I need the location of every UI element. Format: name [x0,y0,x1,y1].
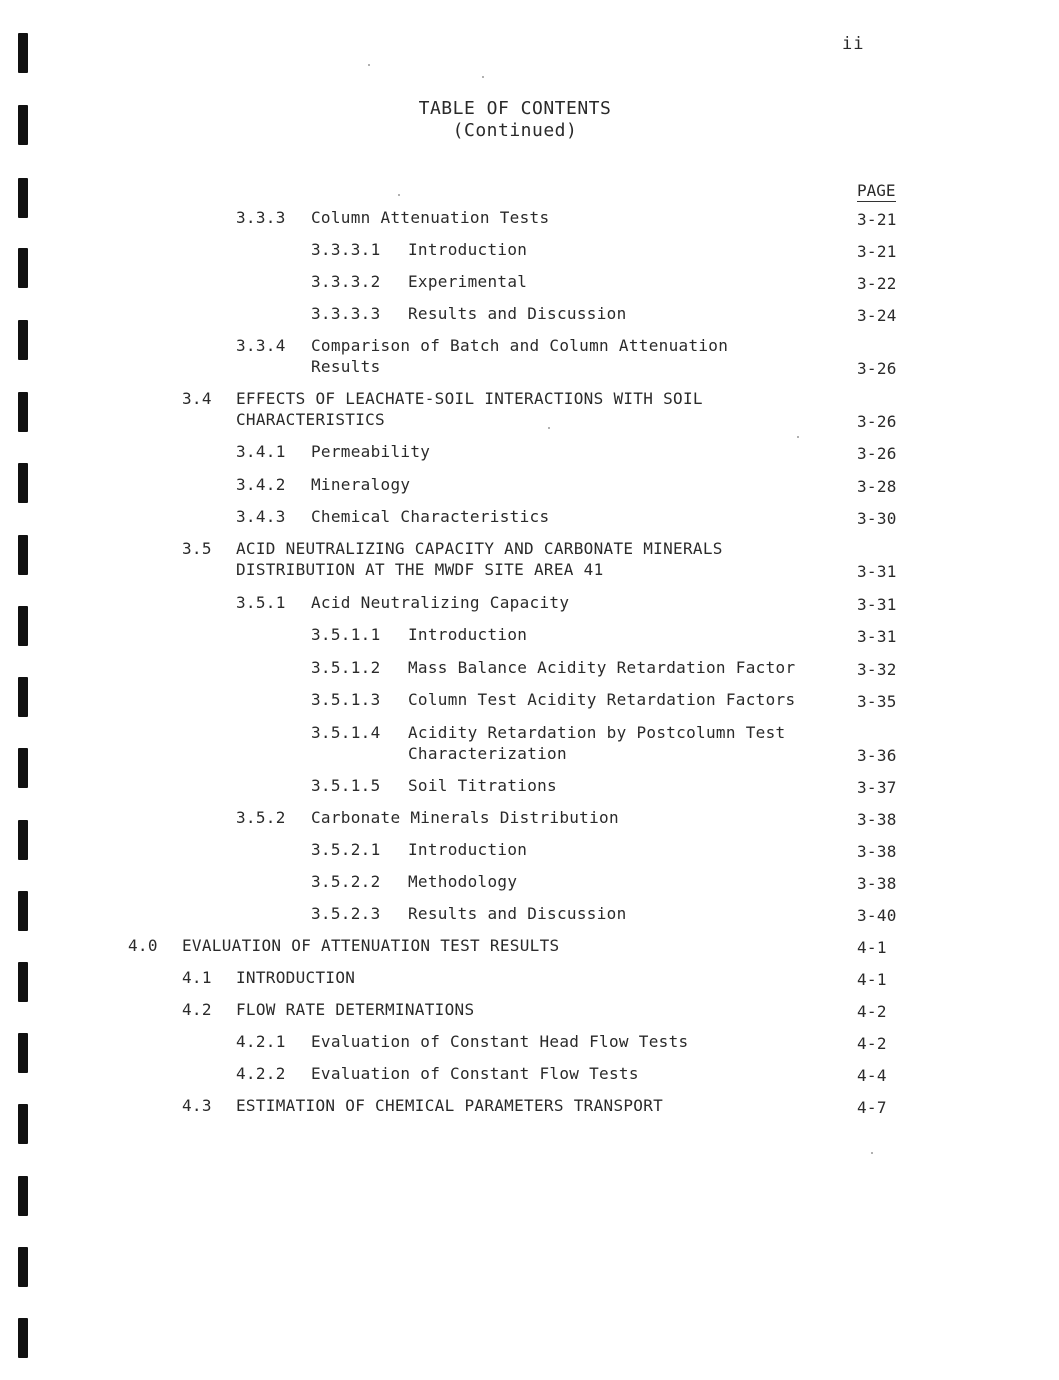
toc-entry-title: Comparison of Batch and Column Attenuation [311,336,729,355]
toc-entry-title: Results and Discussion [408,304,627,323]
toc-entry-page: 3-31 [857,627,897,646]
toc-entry-title: Column Test Acidity Retardation Factors [408,690,796,709]
binder-hole-mark [18,1318,28,1358]
toc-entry-number: 3.5.2.1 [311,840,381,859]
toc-entry-number: 3.5.1.1 [311,625,381,644]
toc-entry-title: EFFECTS OF LEACHATE-SOIL INTERACTIONS WITH SOIL [236,389,703,408]
scan-speck [482,76,484,78]
toc-entry-page: 3-38 [857,874,897,893]
toc-entry-page: 3-38 [857,842,897,861]
binder-hole-mark [18,535,28,575]
binder-hole-mark [18,178,28,218]
binder-hole-mark [18,748,28,788]
toc-entry-number: 4.3 [182,1096,212,1115]
toc-entry-title: Column Attenuation Tests [311,208,550,227]
toc-entry-title: Acidity Retardation by Postcolumn Test [408,723,786,742]
toc-entry-number: 3.5 [182,539,212,558]
binder-hole-mark [18,392,28,432]
scan-speck [398,194,400,196]
toc-entry-title: Acid Neutralizing Capacity [311,593,570,612]
toc-entry-title-continued: CHARACTERISTICS [236,410,385,429]
toc-entry-title: Results and Discussion [408,904,627,923]
toc-entry-number: 3.5.1.2 [311,658,381,677]
toc-entry-number: 4.1 [182,968,212,987]
toc-entry-number: 3.3.3 [236,208,286,227]
binder-hole-mark [18,1033,28,1073]
toc-entry-title: Introduction [408,625,528,644]
scan-speck [797,436,799,438]
binder-hole-mark [18,962,28,1002]
toc-entry-number: 3.5.2.3 [311,904,381,923]
scan-speck [871,1152,873,1154]
toc-entry-page: 4-2 [857,1034,887,1053]
binder-hole-mark [18,320,28,360]
toc-entry-title: Methodology [408,872,518,891]
binder-hole-mark [18,33,28,73]
toc-entry-number: 4.2.2 [236,1064,286,1083]
toc-entry-number: 3.5.1.3 [311,690,381,709]
toc-entry-number: 3.5.2.2 [311,872,381,891]
binder-hole-mark [18,677,28,717]
toc-entry-number: 3.3.3.1 [311,240,381,259]
binder-hole-mark [18,606,28,646]
toc-entry-title: ESTIMATION OF CHEMICAL PARAMETERS TRANSPORT [236,1096,664,1115]
toc-entry-page: 4-1 [857,938,887,957]
toc-entry-page: 3-24 [857,306,897,325]
toc-entry-number: 3.5.2 [236,808,286,827]
toc-entry-page: 3-21 [857,242,897,261]
binder-hole-mark [18,1247,28,1287]
binder-hole-mark [18,891,28,931]
toc-entry-number: 3.4.1 [236,442,286,461]
toc-entry-page: 4-7 [857,1098,887,1117]
toc-entry-page: 3-28 [857,477,897,496]
toc-entry-title: Evaluation of Constant Flow Tests [311,1064,639,1083]
toc-entry-page: 3-26 [857,359,897,378]
binder-hole-mark [18,1104,28,1144]
toc-entry-page: 3-21 [857,210,897,229]
toc-entry-title-continued: DISTRIBUTION AT THE MWDF SITE AREA 41 [236,560,604,579]
page-title: TABLE OF CONTENTS [418,98,612,119]
toc-entry-number: 3.4.2 [236,475,286,494]
toc-entry-number: 3.3.3.3 [311,304,381,323]
page-number: ii [842,34,865,54]
toc-entry-page: 3-38 [857,810,897,829]
toc-entry-number: 3.5.1.4 [311,723,381,742]
toc-entry-number: 3.4 [182,389,212,408]
scan-speck [548,427,550,429]
toc-entry-title: Introduction [408,840,528,859]
toc-entry-number: 3.3.3.2 [311,272,381,291]
binder-hole-mark [18,820,28,860]
toc-entry-page: 4-1 [857,970,887,989]
toc-entry-number: 3.5.1 [236,593,286,612]
toc-entry-title: Chemical Characteristics [311,507,550,526]
scan-speck [368,64,370,66]
toc-entry-number: 4.0 [128,936,158,955]
toc-entry-page: 3-31 [857,595,897,614]
toc-entry-title: Mineralogy [311,475,411,494]
toc-entry-title: FLOW RATE DETERMINATIONS [236,1000,475,1019]
toc-entry-title-continued: Results [311,357,381,376]
toc-entry-page: 3-22 [857,274,897,293]
toc-entry-page: 3-32 [857,660,897,679]
toc-entry-title: INTRODUCTION [236,968,356,987]
toc-entry-page: 3-26 [857,412,897,431]
toc-entry-page: 3-35 [857,692,897,711]
page-subtitle: (Continued) [452,120,578,141]
toc-entry-page: 3-36 [857,746,897,765]
toc-entry-page: 3-26 [857,444,897,463]
toc-entry-page: 4-4 [857,1066,887,1085]
toc-entry-number: 3.3.4 [236,336,286,355]
binder-hole-mark [18,248,28,288]
toc-entry-title: Mass Balance Acidity Retardation Factor [408,658,796,677]
toc-entry-title: ACID NEUTRALIZING CAPACITY AND CARBONATE MINERALS [236,539,723,558]
toc-entry-title: EVALUATION OF ATTENUATION TEST RESULTS [182,936,560,955]
toc-entry-title: Permeability [311,442,431,461]
toc-entry-number: 3.5.1.5 [311,776,381,795]
toc-entry-page: 3-30 [857,509,897,528]
toc-entry-title: Carbonate Minerals Distribution [311,808,619,827]
toc-entry-page: 4-2 [857,1002,887,1021]
binder-hole-mark [18,463,28,503]
toc-entry-number: 4.2 [182,1000,212,1019]
toc-entry-page: 3-31 [857,562,897,581]
toc-entry-title-continued: Characterization [408,744,567,763]
toc-entry-title: Introduction [408,240,528,259]
toc-entry-page: 3-37 [857,778,897,797]
toc-entry-title: Evaluation of Constant Head Flow Tests [311,1032,689,1051]
toc-entry-title: Experimental [408,272,528,291]
toc-entry-page: 3-40 [857,906,897,925]
toc-entry-number: 4.2.1 [236,1032,286,1051]
toc-entry-number: 3.4.3 [236,507,286,526]
toc-entry-title: Soil Titrations [408,776,557,795]
page-column-header: PAGE [857,181,896,200]
binder-hole-mark [18,1176,28,1216]
